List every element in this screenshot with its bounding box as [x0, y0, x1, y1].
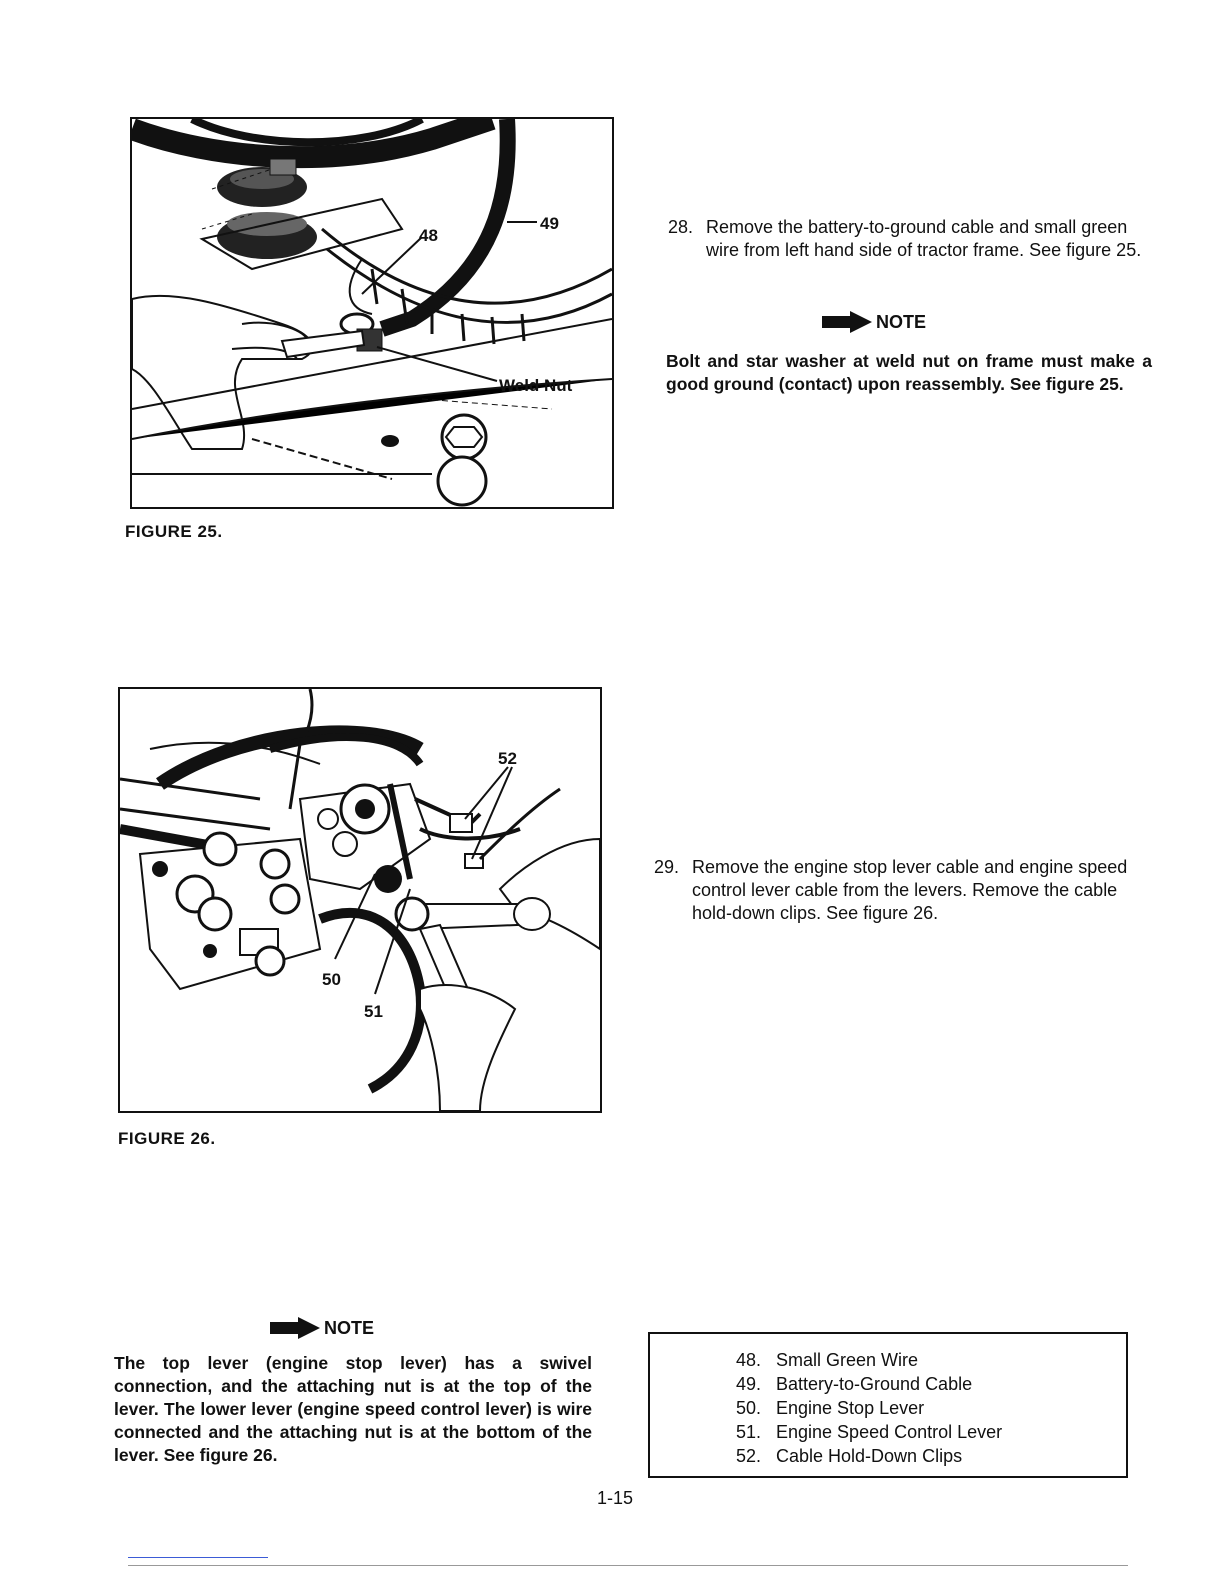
note-2-heading [270, 1316, 374, 1340]
page-number: 1-15 [597, 1488, 634, 1508]
note-1-label: NOTE [876, 311, 927, 332]
step-28-text: Remove the battery-to-ground cable and small green wire from left hand side of tractor frame. See figure 25. [706, 217, 1142, 260]
figure-25-illustration [130, 117, 614, 509]
arrow-right-icon [822, 310, 874, 334]
note-2-label: NOTE [324, 1317, 375, 1338]
legend-item: 52. Cable Hold-Down Clips [736, 1446, 963, 1466]
callout-49: 49 [540, 214, 559, 233]
legend-item: 48. Small Green Wire [736, 1350, 919, 1370]
callout-51: 51 [364, 1002, 383, 1021]
callout-weld-nut: Weld Nut [499, 376, 573, 395]
step-29-text: Remove the engine stop lever cable and engine speed control lever cable from the levers. Remove the cable hold-down clips. See figure 26. [692, 857, 1128, 923]
step-29 [654, 856, 1138, 928]
note-2-text: The top lever (engine stop lever) has a swivel connection, and the attaching nut is at the top of the lever. The lower lever (engine speed control lever) is wire connected and the attaching nut is at the bottom of the lever. See figure 26. [114, 1353, 592, 1465]
callout-52: 52 [498, 749, 517, 768]
legend-item: 50. Engine Stop Lever [736, 1398, 925, 1418]
callout-50: 50 [322, 970, 341, 989]
step-29-number: 29. [654, 857, 680, 877]
step-28 [668, 216, 1152, 288]
figure-26-illustration [118, 687, 602, 1113]
legend-item: 51. Engine Speed Control Lever [736, 1422, 1003, 1442]
parts-legend [648, 1332, 1128, 1478]
note-1-heading [822, 310, 926, 334]
figure-25-caption: FIGURE 25. [125, 522, 223, 541]
figure-26-drawing [120, 689, 600, 1111]
step-28-number: 28. [668, 217, 694, 237]
callout-48: 48 [419, 226, 438, 245]
figure-25-drawing [132, 119, 612, 507]
divider [128, 1557, 268, 1558]
figure-26-caption: FIGURE 26. [118, 1129, 216, 1148]
divider [128, 1565, 1128, 1566]
note-1-text: Bolt and star washer at weld nut on frame must make a good ground (contact) upon reassembly. See figure 25. [666, 351, 1152, 394]
legend-item: 49. Battery-to-Ground Cable [736, 1374, 973, 1394]
arrow-right-icon [270, 1316, 322, 1340]
